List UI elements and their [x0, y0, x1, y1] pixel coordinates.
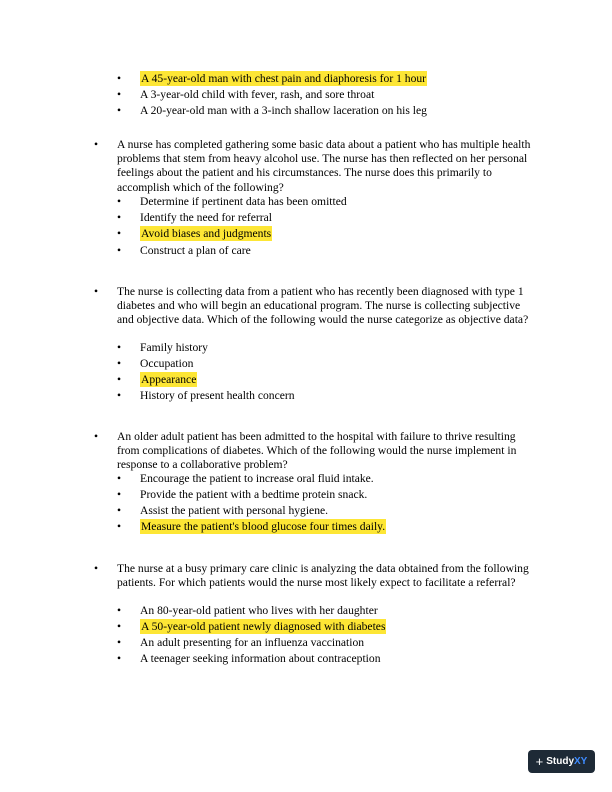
bullet: • [117, 488, 122, 501]
logo-study-text: Study [546, 756, 575, 767]
question-4-text: The nurse at a busy primary care clinic is analyzing the data obtained from the following patients. For which patients would the nurse most likely expect to facilitate a referral? [117, 562, 529, 590]
option-text: An 80-year-old patient who lives with her daughter [140, 604, 378, 617]
option-text: Identify the need for referral [140, 211, 272, 224]
option-text-highlighted: Appearance [141, 373, 197, 386]
logo-xy-text: XY [574, 756, 588, 767]
top-option-3-text: A 20-year-old man with a 3-inch shallow laceration on his leg [140, 104, 427, 117]
bullet: • [117, 357, 122, 370]
bullet: • [117, 389, 122, 402]
bullet: • [117, 244, 122, 257]
bullet: • [117, 472, 122, 485]
bullet: • [117, 636, 122, 649]
bullet: • [94, 562, 99, 575]
option-text: Construct a plan of care [140, 244, 251, 257]
question-3-stem [94, 430, 534, 473]
bullet: • [117, 88, 122, 101]
option-text-highlighted: Measure the patient's blood glucose four times daily. [141, 520, 386, 533]
bullet: • [117, 72, 122, 85]
question-1-text: A nurse has completed gathering some basic data about a patient who has multiple health problems that stem from heavy alcohol use. The nurse has then reflected on her personal feelings about the patient and his circumstances. The nurse does this primarily to accomplish which of the following? [117, 138, 531, 194]
question-4-stem [94, 562, 534, 590]
bullet: • [94, 285, 99, 298]
question-1-stem [94, 138, 534, 195]
bullet: • [117, 341, 122, 354]
plus-icon: + [535, 754, 544, 769]
bullet: • [94, 430, 99, 443]
bullet: • [117, 620, 122, 633]
option-text: Family history [140, 341, 208, 354]
option-text: Assist the patient with personal hygiene. [140, 504, 329, 517]
bullet: • [117, 604, 122, 617]
bullet: • [94, 138, 99, 151]
option-text: History of present health concern [140, 389, 295, 402]
question-3-text: An older adult patient has been admitted to the hospital with failure to thrive resulting from complications of diabetes. Which of the following would the nurse implement in response to a collaborative problem? [117, 430, 517, 472]
option-text: Occupation [140, 357, 194, 370]
option-text: Determine if pertinent data has been omitted [140, 195, 347, 208]
option-text-highlighted: A 50-year-old patient newly diagnosed with diabetes [141, 620, 386, 633]
option-text: A teenager seeking information about contraception [140, 652, 381, 665]
top-option-2-text: A 3-year-old child with fever, rash, and sore throat [140, 88, 375, 101]
bullet: • [117, 211, 122, 224]
bullet: • [117, 227, 122, 240]
bullet: • [117, 652, 122, 665]
studyxy-logo[interactable] [528, 750, 595, 773]
option-text: An adult presenting for an influenza vaccination [140, 636, 365, 649]
option-text: Provide the patient with a bedtime protein snack. [140, 488, 368, 501]
question-2-text: The nurse is collecting data from a patient who has recently been diagnosed with type 1 diabetes and who will begin an educational program. The nurse is collecting subjective and objective data. Which of the following would the nurse categorize as objective data? [117, 285, 529, 327]
bullet: • [117, 520, 122, 533]
option-text-highlighted: Avoid biases and judgments [141, 227, 272, 240]
option-text: Encourage the patient to increase oral fluid intake. [140, 472, 374, 485]
bullet: • [117, 373, 122, 386]
bullet: • [117, 195, 122, 208]
bullet: • [117, 504, 122, 517]
top-option-1-text: A 45-year-old man with chest pain and diaphoresis for 1 hour [141, 72, 427, 85]
bullet: • [117, 104, 122, 117]
question-2-stem [94, 285, 534, 328]
